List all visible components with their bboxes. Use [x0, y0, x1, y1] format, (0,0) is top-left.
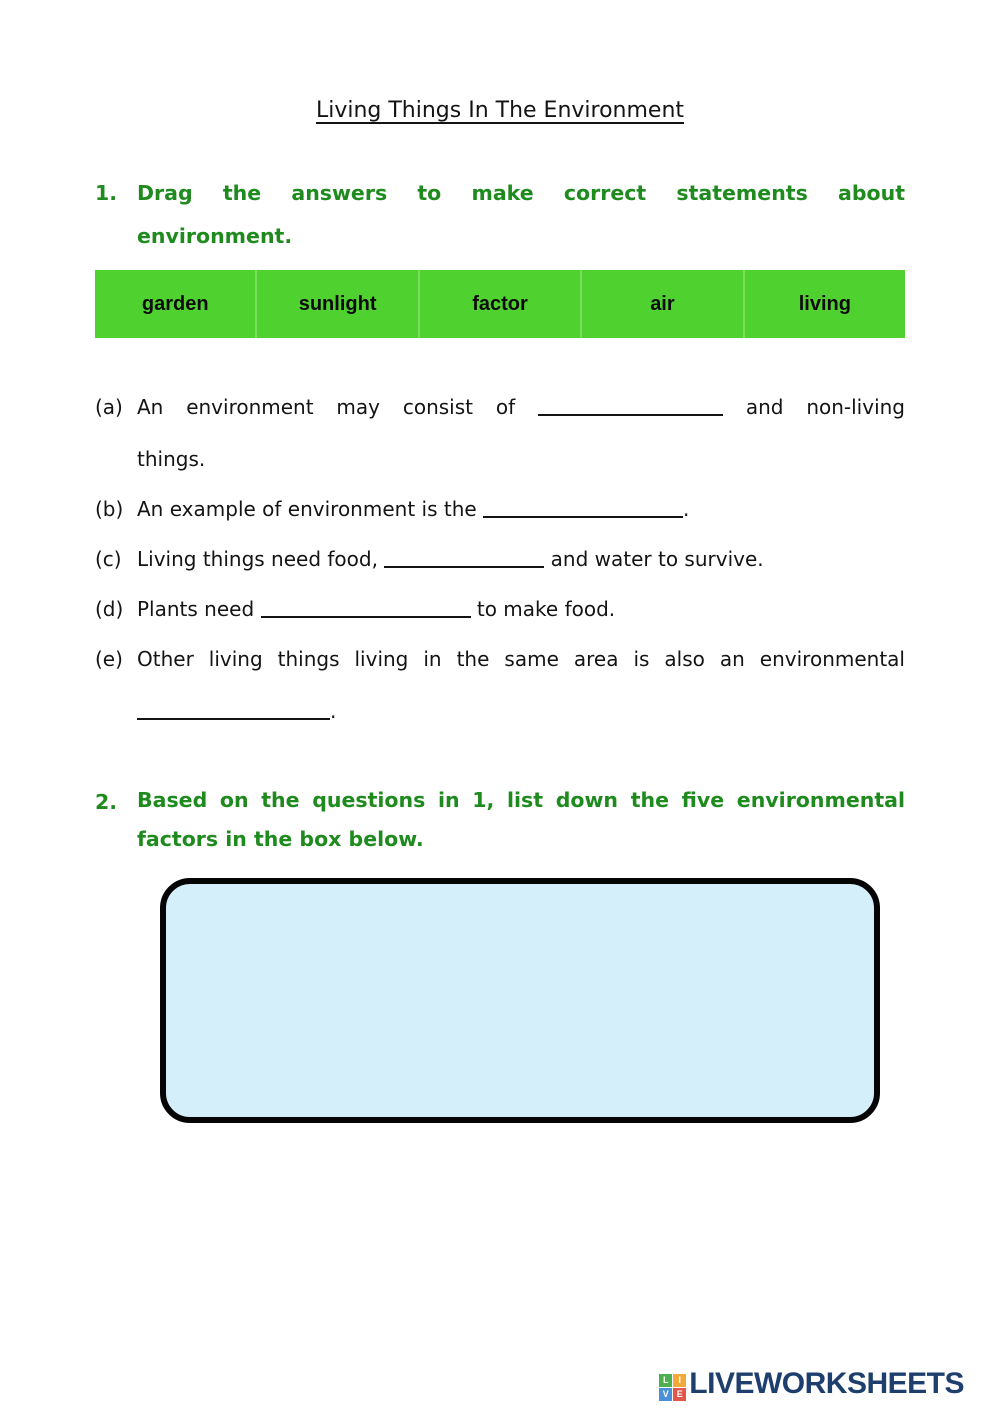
question-1-instruction: [95, 172, 905, 258]
statement-c-label: (c): [95, 547, 122, 571]
word-chip-garden[interactable]: garden: [141, 292, 209, 315]
statement-c-text-2: and water to survive.: [550, 547, 764, 571]
statement-c: [95, 547, 905, 571]
statement-b-text-1: An example of environment is the: [137, 497, 477, 521]
statement-e-label: (e): [95, 647, 123, 671]
statement-d-label: (d): [95, 597, 124, 621]
statement-b: [95, 497, 905, 521]
question-2-number: 2.: [95, 790, 118, 814]
logo-cell-v: V: [659, 1388, 672, 1401]
answer-blank-d[interactable]: [261, 604, 471, 618]
statement-d-text-2: to make food.: [476, 597, 616, 621]
statement-b-text-2: .: [683, 497, 690, 521]
question-2-instruction-line1: Based on the questions in 1, list down the five environmental: [137, 788, 905, 812]
logo-cell-e: E: [673, 1388, 686, 1401]
answer-blank-e[interactable]: [137, 706, 330, 720]
word-chip-factor[interactable]: factor: [418, 270, 580, 338]
page-title: [95, 98, 905, 124]
statement-a-text-1: An environment may consist of: [137, 395, 516, 419]
liveworksheets-grid-icon: [659, 1374, 686, 1401]
statement-b-label: (b): [95, 497, 124, 521]
word-chip-air[interactable]: air: [580, 270, 742, 338]
answer-blank-a[interactable]: [538, 402, 723, 416]
question-1-statements: [95, 395, 905, 723]
statement-e-text-1: Other living things living in the same area is also an environmental: [137, 647, 905, 671]
question-1-instruction-line2: environment.: [137, 224, 293, 248]
logo-text: LIVEWORKSHEETS: [689, 1367, 964, 1400]
word-chip-sunlight[interactable]: sunlight: [255, 270, 417, 338]
logo-cell-i: I: [673, 1374, 686, 1387]
statement-a-label: (a): [95, 395, 123, 419]
statement-e: [95, 647, 905, 723]
answer-blank-b[interactable]: [483, 504, 683, 518]
question-1-instruction-line1: Drag the answers to make correct statements about: [137, 181, 905, 205]
question-2-instruction: [95, 781, 905, 859]
logo-cell-l: L: [659, 1374, 672, 1387]
statement-c-text-1: Living things need food,: [137, 547, 378, 571]
word-chip-living[interactable]: living: [743, 270, 905, 338]
statement-a: [95, 395, 905, 471]
page-title-text: Living Things In The Environment: [315, 98, 685, 123]
answer-box[interactable]: [160, 878, 880, 1123]
statement-e-text-2: .: [330, 699, 337, 723]
statement-d: [95, 597, 905, 621]
statement-a-text-2: and non-living: [745, 395, 906, 419]
question-1-number: 1.: [95, 181, 118, 205]
word-bank: [95, 270, 905, 338]
liveworksheets-logo[interactable]: [659, 1367, 964, 1401]
statement-a-text-3: things.: [137, 447, 206, 471]
statement-d-text-1: Plants need: [137, 597, 255, 621]
question-2-instruction-line2: factors in the box below.: [137, 827, 424, 851]
answer-blank-c[interactable]: [384, 554, 544, 568]
